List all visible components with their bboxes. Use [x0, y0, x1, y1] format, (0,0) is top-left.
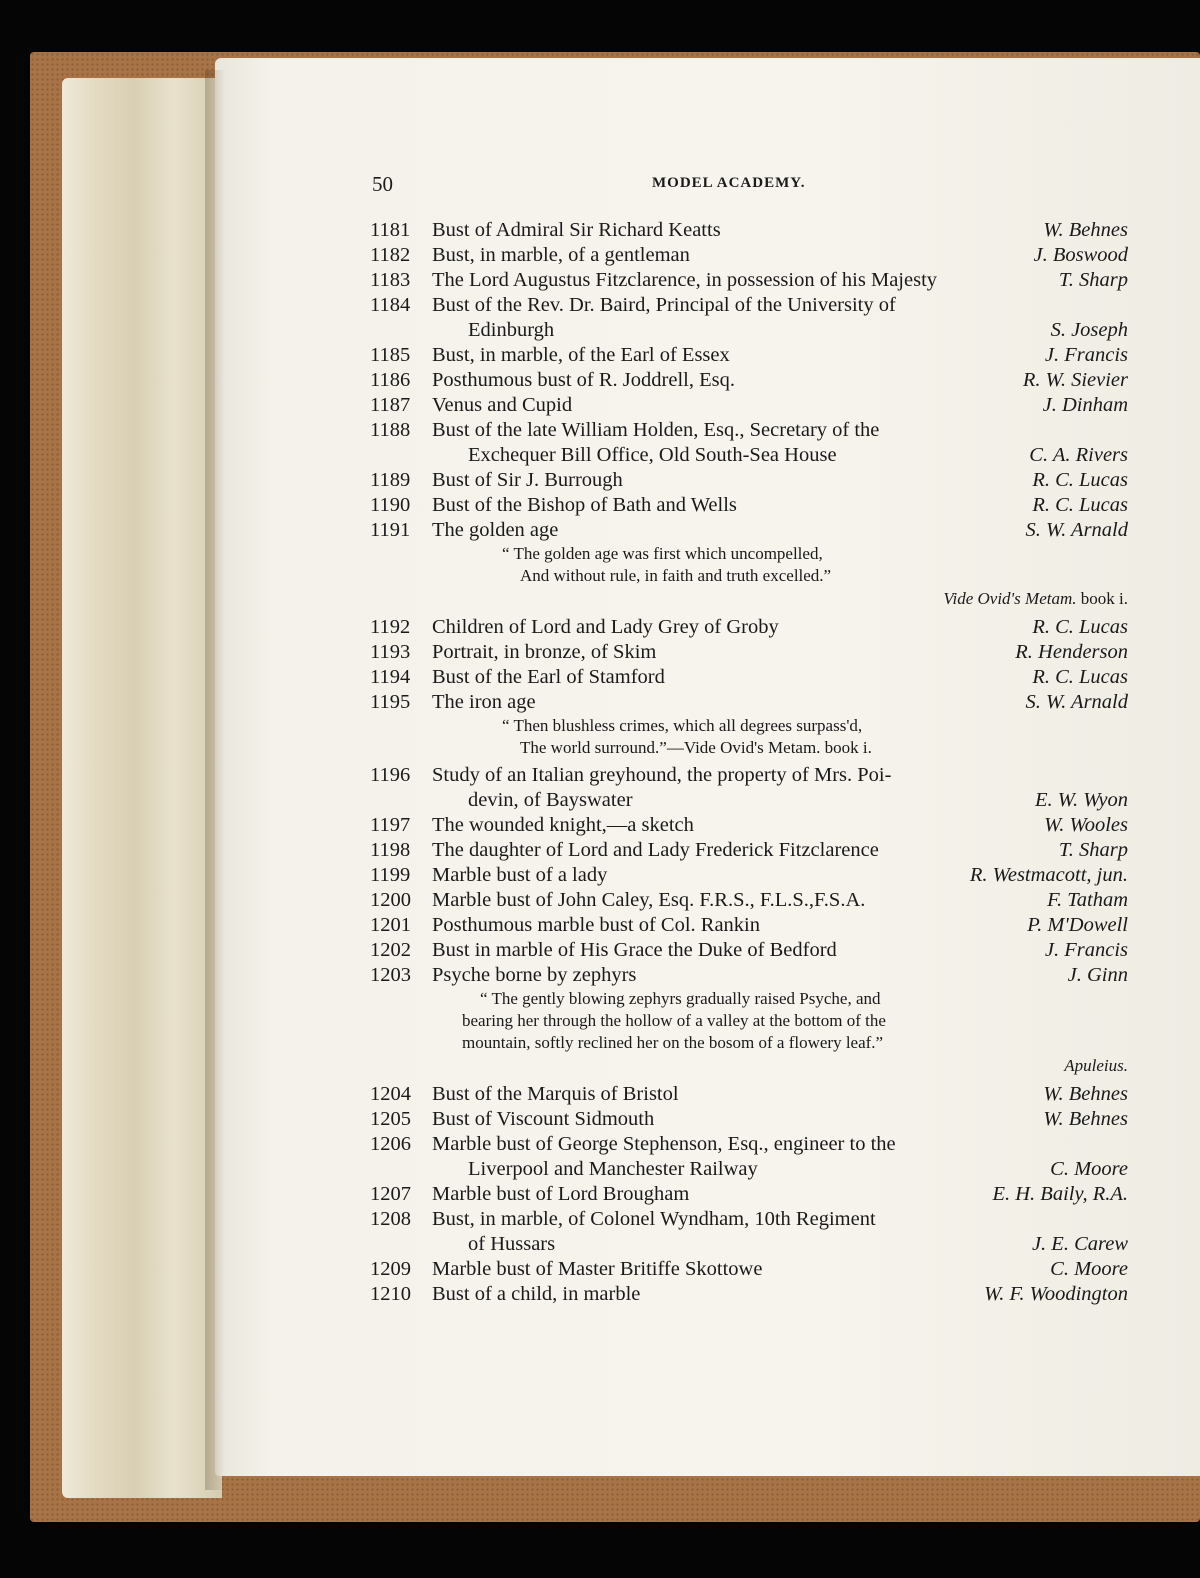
- entry-quote-line: [370, 1032, 1128, 1054]
- entry-title: Psyche borne by zephyrs: [432, 964, 637, 986]
- entry-artist: S. W. Arnald: [1025, 519, 1128, 541]
- entry-row: [370, 1107, 1128, 1132]
- entry-row: [370, 640, 1128, 665]
- entry-artist: J. Ginn: [1067, 964, 1128, 986]
- entry-number: 1195: [370, 691, 411, 713]
- entry-number: 1191: [370, 519, 411, 541]
- entry-artist: J. Francis: [1044, 344, 1128, 366]
- entry-number: 1204: [370, 1083, 411, 1105]
- entry-number: 1194: [370, 666, 411, 688]
- entry-number: 1205: [370, 1108, 411, 1130]
- entry-number: 1196: [370, 764, 411, 786]
- entry-number: 1181: [370, 219, 411, 241]
- entry-artist: R. C. Lucas: [1032, 616, 1128, 638]
- entry-artist: R. Westmacott, jun.: [969, 864, 1128, 886]
- entry-title: Marble bust of Lord Brougham: [432, 1183, 690, 1205]
- entry-row: [370, 863, 1128, 888]
- gutter-shadow: [205, 70, 225, 1490]
- entry-title: Marble bust of Master Britiffe Skottowe: [432, 1258, 763, 1280]
- entry-row-continued: [370, 443, 1128, 468]
- entry-title: Bust, in marble, of a gentleman: [432, 244, 690, 266]
- entry-quote-line: [370, 737, 1128, 759]
- entry-number: 1184: [370, 294, 411, 316]
- entry-artist: C. A. Rivers: [1029, 444, 1128, 466]
- entry-artist: C. Moore: [1050, 1158, 1128, 1180]
- entry-title: Marble bust of George Stephenson, Esq., engineer to the: [432, 1133, 896, 1155]
- entry-artist: R. C. Lucas: [1032, 494, 1128, 516]
- entry-row-continued: [370, 1157, 1128, 1182]
- citation: [1064, 1054, 1128, 1078]
- quote-text: And without rule, in faith and truth excelled.”: [520, 566, 832, 585]
- entry-number: 1183: [370, 269, 411, 291]
- quote-text: bearing her through the hollow of a valley at the bottom of the: [462, 1011, 886, 1030]
- catalogue-list: [370, 218, 1128, 1307]
- entry-title: Bust of the Bishop of Bath and Wells: [432, 494, 737, 516]
- entry-row: [370, 343, 1128, 368]
- entry-number: 1200: [370, 889, 411, 911]
- entry-title: Bust of Admiral Sir Richard Keatts: [432, 219, 721, 241]
- entry-title: Portrait, in bronze, of Skim: [432, 641, 657, 663]
- entry-title-continued: devin, of Bayswater: [468, 789, 633, 811]
- entry-row: [370, 393, 1128, 418]
- page-number: 50: [372, 172, 393, 196]
- entry-title: Bust of a child, in marble: [432, 1283, 641, 1305]
- entry-number: 1203: [370, 964, 411, 986]
- entry-number: 1190: [370, 494, 411, 516]
- entry-artist: P. M'Dowell: [1027, 914, 1128, 936]
- entry-row: [370, 493, 1128, 518]
- entry-title: Bust of the late William Holden, Esq., Secretary of the: [432, 419, 880, 441]
- entry-title: Bust of Viscount Sidmouth: [432, 1108, 655, 1130]
- quote-text: The world surround.”—Vide Ovid's Metam. book i.: [520, 738, 872, 757]
- entry-row-continued: [370, 318, 1128, 343]
- entry-title: Marble bust of a lady: [432, 864, 608, 886]
- entry-number: 1192: [370, 616, 411, 638]
- entry-title-continued: Edinburgh: [468, 319, 555, 341]
- entry-row: [370, 468, 1128, 493]
- entry-artist: J. Francis: [1044, 939, 1128, 961]
- entry-quote-line: [370, 565, 1128, 587]
- citation-book: book i.: [1076, 589, 1128, 608]
- entry-artist: T. Sharp: [1058, 839, 1128, 861]
- entry-artist: R. W. Sievier: [1022, 369, 1128, 391]
- entry-artist: F. Tatham: [1047, 889, 1128, 911]
- entry-title: Bust of the Rev. Dr. Baird, Principal of the University of: [432, 294, 896, 316]
- entry-row: [370, 368, 1128, 393]
- citation: [943, 587, 1128, 611]
- entry-title: Bust in marble of His Grace the Duke of Bedford: [432, 939, 837, 961]
- entry-row: [370, 665, 1128, 690]
- entry-artist: J. E. Carew: [1031, 1233, 1128, 1255]
- page-header: [372, 172, 1132, 198]
- entry-row: [370, 690, 1128, 715]
- entry-title: The iron age: [432, 691, 536, 713]
- entry-row: [370, 938, 1128, 963]
- entry-title: Bust, in marble, of Colonel Wyndham, 10th Regiment: [432, 1208, 876, 1230]
- entry-artist: W. Wooles: [1044, 814, 1128, 836]
- entry-quote-line: [370, 543, 1128, 565]
- entry-row: [370, 1282, 1128, 1307]
- entry-quote-citation: [370, 1054, 1128, 1078]
- entry-title: The golden age: [432, 519, 559, 541]
- entry-artist: E. W. Wyon: [1034, 789, 1128, 811]
- entry-artist: R. C. Lucas: [1032, 666, 1128, 688]
- entry-title: The Lord Augustus Fitzclarence, in possession of his Majesty: [432, 269, 938, 291]
- entry-number: 1197: [370, 814, 411, 836]
- entry-quote-line: [370, 1010, 1128, 1032]
- entry-row-continued: [370, 788, 1128, 813]
- entry-row: [370, 1207, 1128, 1232]
- entry-number: 1209: [370, 1258, 411, 1280]
- entry-number: 1198: [370, 839, 411, 861]
- entry-number: 1199: [370, 864, 411, 886]
- entry-number: 1182: [370, 244, 411, 266]
- entry-title: Bust of Sir J. Burrough: [432, 469, 623, 491]
- entry-number: 1207: [370, 1183, 411, 1205]
- entry-number: 1210: [370, 1283, 411, 1305]
- entry-title: Children of Lord and Lady Grey of Groby: [432, 616, 779, 638]
- entry-row: [370, 1182, 1128, 1207]
- quote-text: mountain, softly reclined her on the bosom of a flowery leaf.”: [462, 1033, 884, 1052]
- entry-title-continued: Exchequer Bill Office, Old South-Sea House: [468, 444, 837, 466]
- entry-title: Bust, in marble, of the Earl of Essex: [432, 344, 730, 366]
- entry-row: [370, 763, 1128, 788]
- entry-number: 1202: [370, 939, 411, 961]
- entry-title: Bust of the Earl of Stamford: [432, 666, 665, 688]
- entry-number: 1185: [370, 344, 411, 366]
- entry-title: Study of an Italian greyhound, the property of Mrs. Poi-: [432, 764, 892, 786]
- quote-text: “ The gently blowing zephyrs gradually raised Psyche, and: [480, 989, 881, 1008]
- running-title: MODEL ACADEMY.: [652, 175, 806, 191]
- entry-row-continued: [370, 1232, 1128, 1257]
- entry-artist: S. W. Arnald: [1025, 691, 1128, 713]
- entry-artist: R. C. Lucas: [1032, 469, 1128, 491]
- entry-title-continued: Liverpool and Manchester Railway: [468, 1158, 758, 1180]
- entry-row: [370, 1132, 1128, 1157]
- entry-row: [370, 913, 1128, 938]
- entry-number: 1208: [370, 1208, 411, 1230]
- entry-number: 1187: [370, 394, 411, 416]
- entry-row: [370, 268, 1128, 293]
- entry-artist: W. Behnes: [1043, 1108, 1128, 1130]
- citation-source: Apuleius.: [1064, 1056, 1128, 1075]
- entry-row: [370, 518, 1128, 543]
- entry-row: [370, 838, 1128, 863]
- entry-artist: T. Sharp: [1058, 269, 1128, 291]
- entry-row: [370, 243, 1128, 268]
- entry-title: Posthumous bust of R. Joddrell, Esq.: [432, 369, 735, 391]
- entry-row: [370, 888, 1128, 913]
- entry-row: [370, 963, 1128, 988]
- entry-title: Venus and Cupid: [432, 394, 573, 416]
- entry-row: [370, 1082, 1128, 1107]
- entry-number: 1201: [370, 914, 411, 936]
- entry-row: [370, 218, 1128, 243]
- entry-artist: C. Moore: [1050, 1258, 1128, 1280]
- entry-number: 1206: [370, 1133, 411, 1155]
- entry-quote-line: [370, 715, 1128, 737]
- entry-title: Bust of the Marquis of Bristol: [432, 1083, 679, 1105]
- entry-number: 1193: [370, 641, 411, 663]
- entry-artist: J. Boswood: [1033, 244, 1128, 266]
- entry-row: [370, 418, 1128, 443]
- entry-artist: W. Behnes: [1043, 219, 1128, 241]
- entry-artist: W. Behnes: [1043, 1083, 1128, 1105]
- entry-row: [370, 615, 1128, 640]
- entry-artist: W. F. Woodington: [984, 1283, 1128, 1305]
- entry-artist: S. Joseph: [1050, 319, 1128, 341]
- entry-number: 1188: [370, 419, 411, 441]
- entry-title: The daughter of Lord and Lady Frederick Fitzclarence: [432, 839, 879, 861]
- entry-quote-citation: [370, 587, 1128, 611]
- entry-title: The wounded knight,—a sketch: [432, 814, 694, 836]
- entry-artist: R. Henderson: [1015, 641, 1128, 663]
- citation-source: Vide Ovid's Metam.: [943, 589, 1077, 608]
- entry-number: 1189: [370, 469, 411, 491]
- entry-title: Posthumous marble bust of Col. Rankin: [432, 914, 760, 936]
- entry-artist: J. Dinham: [1042, 394, 1128, 416]
- page-edges: [62, 78, 222, 1498]
- entry-title-continued: of Hussars: [468, 1233, 556, 1255]
- entry-quote-line: [370, 988, 1128, 1010]
- entry-row: [370, 1257, 1128, 1282]
- entry-title: Marble bust of John Caley, Esq. F.R.S., F.L.S.,F.S.A.: [432, 889, 866, 911]
- entry-row: [370, 293, 1128, 318]
- entry-artist: E. H. Baily, R.A.: [992, 1183, 1128, 1205]
- entry-number: 1186: [370, 369, 411, 391]
- quote-text: “ Then blushless crimes, which all degrees surpass'd,: [502, 716, 863, 735]
- quote-text: “ The golden age was first which uncompelled,: [502, 544, 823, 563]
- entry-row: [370, 813, 1128, 838]
